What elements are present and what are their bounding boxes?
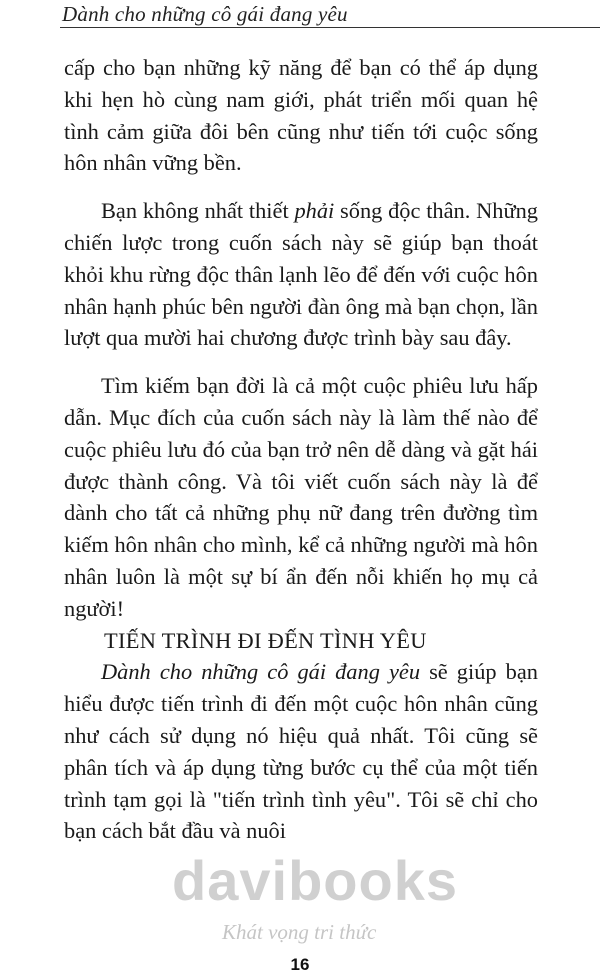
watermark-logo-text: davibooks (172, 849, 458, 912)
paragraph-4-text: sẽ giúp bạn hiểu được tiến trình đi đến một cuộc hôn nhân cũng như cách sử dụng nó hiệu quả nhất. Tôi cũng sẽ phân tích và áp dụng từng bước cụ thể của một tiến trình tạm gọi là "tiến trình tình yêu". Tôi sẽ chỉ cho bạn cách bắt đầu và nuôi (64, 659, 538, 844)
paragraph-2-emphasis: phải (294, 198, 335, 224)
paragraph-4 (64, 656, 538, 847)
paragraph-2-text-b: sống độc thân. Những chiến lược trong cuốn sách này sẽ giúp bạn thoát khỏi khu rừng độc thân lạnh lẽo để đến với cuộc hôn nhân hạnh phúc bên người đàn ông mà bạn chọn, lần lượt qua mười hai chương được trình bày sau đây. (64, 198, 538, 351)
paragraph-1-text: cấp cho bạn những kỹ năng để bạn có thể áp dụng khi hẹn hò cùng nam giới, phát triển mối quan hệ tình cảm giữa đôi bên cũng như tiến tới cuộc sống hôn nhân vững bền. (64, 55, 538, 176)
running-header (60, 0, 600, 32)
header-title: Dành cho những cô gái đang yêu (62, 2, 348, 26)
paragraph-3 (64, 370, 538, 624)
section-heading: TIẾN TRÌNH ĐI ĐẾN TÌNH YÊU (104, 627, 427, 653)
paragraph-2 (64, 195, 538, 354)
page-number: 16 (290, 955, 310, 974)
publisher-watermark (150, 848, 480, 948)
paragraph-1 (64, 52, 538, 179)
paragraph-4-emphasis: Dành cho những cô gái đang yêu (101, 659, 421, 685)
watermark-slogan: Khát vọng tri thức (222, 920, 377, 944)
page-body (64, 52, 538, 847)
paragraph-3-text: Tìm kiếm bạn đời là cả một cuộc phiêu lưu hấp dẫn. Mục đích của cuốn sách này là làm thế nào để cuộc phiêu lưu đó của bạn trở nên dễ dàng và gặt hái được thành công. Và tôi viết cuốn sách này là để dành cho tất cả những phụ nữ đang trên đường tìm kiếm hôn nhân cho mình, kể cả những người mà hôn nhân luôn là một sự bí ẩn đến nỗi khiến họ mụ cả người! (64, 373, 538, 621)
paragraph-2-text-a: Bạn không nhất thiết (101, 198, 295, 224)
header-rule (60, 27, 600, 28)
